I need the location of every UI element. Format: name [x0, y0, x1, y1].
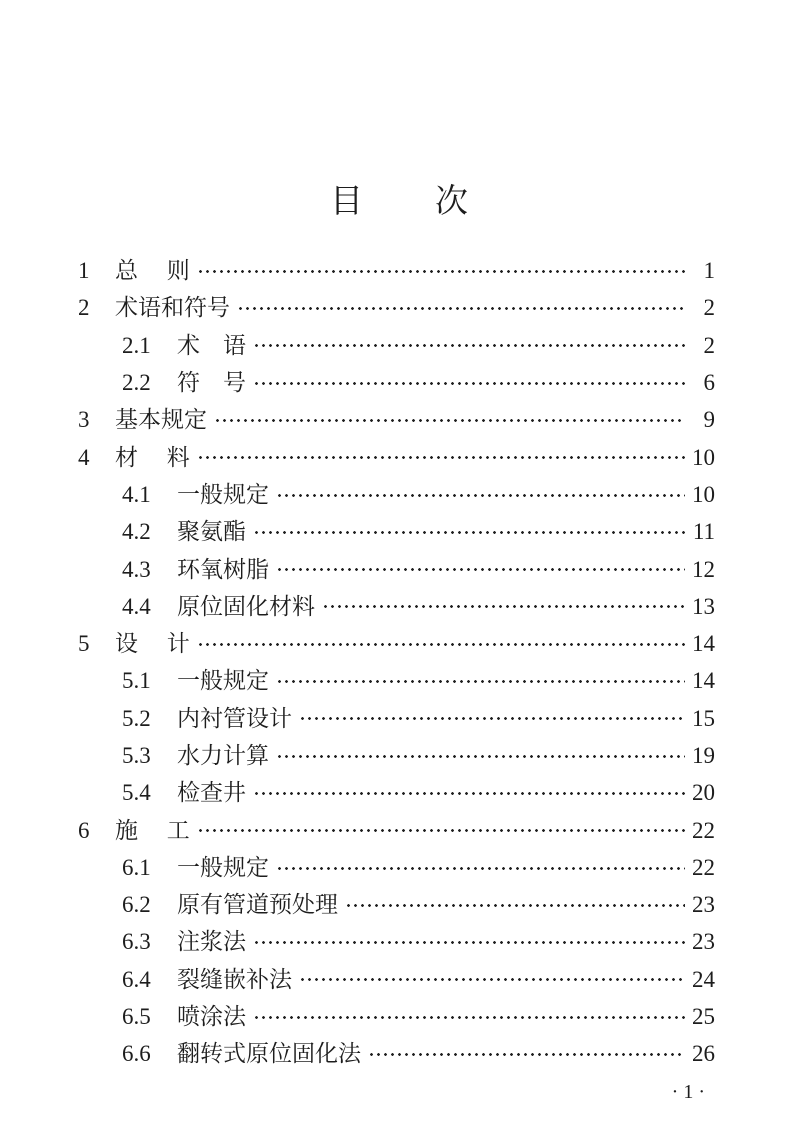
toc-entry	[78, 849, 715, 886]
toc-entry	[78, 998, 715, 1035]
dot-leader-icon	[322, 588, 685, 625]
dot-leader-icon	[253, 774, 685, 811]
dot-leader-icon	[253, 327, 685, 364]
toc-entry-title: 检查井	[177, 780, 246, 806]
toc-entry-number: 6.4	[122, 966, 151, 992]
toc-entry-title: 原有管道预处理	[177, 892, 338, 918]
dot-leader-icon	[276, 737, 685, 774]
toc-entry-title: 注浆法	[177, 929, 246, 955]
toc-entry-page: 26	[692, 1041, 715, 1067]
dot-leader-icon	[276, 849, 685, 886]
toc-entry-page: 23	[692, 892, 715, 918]
toc-entry-page: 25	[692, 1004, 715, 1030]
toc-entry-page: 14	[692, 668, 715, 694]
toc-entry-number: 5	[78, 631, 90, 657]
footer-page-number: · 1 ·	[671, 1081, 705, 1103]
toc-entry-page: 19	[692, 743, 715, 768]
toc-entry-title: 一般规定	[177, 668, 269, 694]
toc-entry	[78, 401, 715, 438]
toc-entry-page: 24	[692, 966, 715, 992]
toc-entry	[78, 588, 715, 625]
toc-entry-page: 10	[692, 444, 715, 470]
toc-entry-number: 1	[78, 258, 90, 284]
dot-leader-icon	[253, 998, 685, 1035]
toc-entry-title: 一般规定	[177, 481, 269, 507]
toc-entry-page: 22	[692, 817, 715, 843]
toc-entry	[78, 811, 715, 848]
dot-leader-icon	[253, 923, 685, 960]
toc-entry-number: 6.5	[122, 1004, 151, 1030]
toc-entry	[78, 438, 715, 475]
dot-leader-icon	[237, 289, 685, 326]
toc-entry-page: 15	[692, 705, 715, 731]
toc-entry-title: 术 语	[177, 332, 246, 358]
dot-leader-icon	[299, 961, 685, 998]
toc-entry-title: 设 计	[115, 631, 190, 657]
toc-entry-page: 11	[692, 519, 715, 545]
toc-entry-number: 4	[78, 444, 90, 470]
toc-entry	[78, 923, 715, 960]
toc-entry-page: 12	[692, 556, 715, 582]
toc-entry	[78, 476, 715, 513]
toc-entry	[78, 886, 715, 923]
toc-entry-page: 2	[703, 295, 715, 321]
toc-entry-number: 6.2	[122, 892, 151, 918]
toc-entry-number: 5.3	[122, 743, 151, 768]
toc-entry-title: 裂缝嵌补法	[177, 966, 292, 992]
toc-entry-number: 4.3	[122, 556, 151, 582]
toc-entry	[78, 1035, 715, 1072]
toc-entry-number: 6.6	[122, 1041, 151, 1067]
toc-entry	[78, 625, 715, 662]
toc-entry	[78, 700, 715, 737]
dot-leader-icon	[276, 476, 685, 513]
toc-entry-title: 一般规定	[177, 854, 269, 880]
toc-entry	[78, 513, 715, 550]
dot-leader-icon	[197, 811, 685, 848]
toc-entry-title: 材 料	[115, 444, 190, 470]
toc-entry-number: 3	[78, 407, 90, 433]
dot-leader-icon	[214, 401, 685, 438]
toc-entry-title: 总 则	[115, 258, 190, 284]
toc-entry-number: 5.2	[122, 705, 151, 731]
toc-entry	[78, 364, 715, 401]
toc-entry-title: 环氧树脂	[177, 556, 269, 582]
toc-entry	[78, 289, 715, 326]
toc-entry-page: 10	[692, 481, 715, 507]
toc-entry-title: 水力计算	[177, 743, 269, 768]
toc-entry-title: 聚氨酯	[177, 519, 246, 545]
dot-leader-icon	[253, 364, 685, 401]
toc-entry-number: 2.2	[122, 370, 151, 396]
toc-entry-title: 基本规定	[115, 407, 207, 433]
toc-entry-title: 符 号	[177, 370, 246, 396]
dot-leader-icon	[276, 550, 685, 587]
toc-entry-number: 4.1	[122, 481, 151, 507]
toc-entry-page: 6	[703, 370, 715, 396]
toc-entry-page: 1	[703, 258, 715, 284]
toc-list	[78, 252, 715, 1073]
dot-leader-icon	[276, 662, 685, 699]
toc-entry-number: 2	[78, 295, 90, 321]
toc-entry-page: 22	[692, 854, 715, 880]
toc-entry-title: 术语和符号	[115, 295, 230, 321]
toc-entry	[78, 252, 715, 289]
toc-entry-number: 6.1	[122, 854, 151, 880]
toc-entry-title: 翻转式原位固化法	[177, 1041, 361, 1067]
toc-entry-number: 6.3	[122, 929, 151, 955]
toc-entry-page: 9	[703, 407, 715, 433]
toc-entry-page: 14	[692, 631, 715, 657]
toc-entry	[78, 550, 715, 587]
toc-entry-number: 5.4	[122, 780, 151, 806]
dot-leader-icon	[197, 625, 685, 662]
toc-entry-title: 原位固化材料	[177, 593, 315, 619]
toc-entry-page: 20	[692, 780, 715, 806]
toc-entry	[78, 961, 715, 998]
page-title: 目 次	[330, 184, 470, 220]
toc-entry	[78, 737, 715, 774]
dot-leader-icon	[197, 252, 685, 289]
toc-entry-number: 2.1	[122, 332, 151, 358]
toc-entry-number: 5.1	[122, 668, 151, 694]
toc-entry-title: 内衬管设计	[177, 705, 292, 731]
toc-entry-title: 喷涂法	[177, 1004, 246, 1030]
toc-entry-number: 4.4	[122, 593, 151, 619]
dot-leader-icon	[253, 513, 685, 550]
toc-entry-title: 施 工	[115, 817, 190, 843]
dot-leader-icon	[368, 1035, 685, 1072]
toc-entry-page: 13	[692, 593, 715, 619]
dot-leader-icon	[345, 886, 685, 923]
toc-entry-page: 23	[692, 929, 715, 955]
toc-entry-number: 6	[78, 817, 90, 843]
toc-entry	[78, 774, 715, 811]
toc-entry	[78, 662, 715, 699]
toc-entry	[78, 327, 715, 364]
dot-leader-icon	[197, 438, 685, 475]
toc-entry-page: 2	[703, 332, 715, 358]
dot-leader-icon	[299, 700, 685, 737]
toc-entry-number: 4.2	[122, 519, 151, 545]
